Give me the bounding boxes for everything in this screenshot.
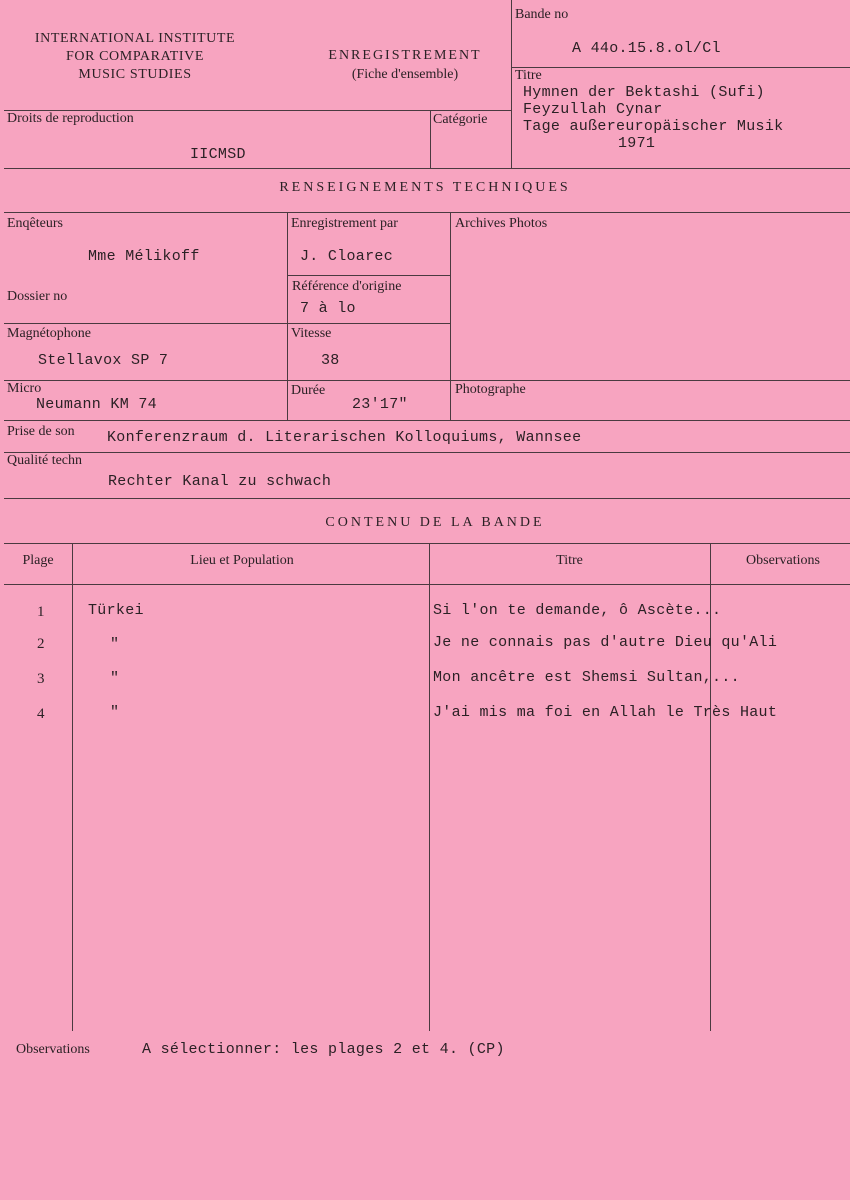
institute-line-1: INTERNATIONAL INSTITUTE [34,31,236,46]
observations-value: A sélectionner: les plages 2 et 4. (CP) [142,1041,505,1058]
row-1-plage: 1 [37,604,45,620]
tech-col-divider-1 [287,212,288,420]
row-3-plage: 3 [37,671,45,687]
duree-label: Durée [291,383,326,398]
form-subtitle: (Fiche d'ensemble) [351,67,459,82]
contents-header-rule [4,584,850,585]
droits-value: IICMSD [190,146,246,163]
titre-label: Titre [515,68,542,83]
enregistrement-bottom-rule [287,275,450,276]
column-header-titre: Titre [556,553,583,568]
prise-value: Konferenzraum d. Literarischen Kolloquiums, Wannsee [107,429,582,446]
contents-col-divider-1 [72,543,73,1031]
technical-top-rule [4,212,850,213]
contents-top-rule [4,543,850,544]
reference-label: Référence d'origine [292,279,402,294]
header-divider-right [511,0,512,168]
observations-label: Observations [16,1042,90,1057]
droits-label: Droits de reproduction [7,111,134,126]
enregistrement-label: Enregistrement par [291,216,398,231]
dossier-label: Dossier no [7,289,68,304]
enqueteurs-value: Mme Mélikoff [88,248,200,265]
micro-value: Neumann KM 74 [36,396,157,413]
titre-line-4: 1971 [618,135,656,152]
row-3-titre: Mon ancêtre est Shemsi Sultan,... [433,669,740,686]
categorie-label: Catégorie [433,112,488,127]
vitesse-value: 38 [321,352,340,369]
duree-value: 23'17" [352,396,408,413]
prise-label: Prise de son [7,424,75,439]
bande-label: Bande no [515,7,569,22]
row-2-titre: Je ne connais pas d'autre Dieu qu'Ali [433,634,778,651]
row-4-plage: 4 [37,706,45,722]
row-2-lieu: " [110,636,120,653]
enqueteurs-label: Enqêteurs [7,216,63,231]
photographe-label: Photographe [455,382,526,397]
contents-col-divider-2 [429,543,430,1031]
row-1-lieu: Türkei [88,602,144,619]
contents-heading: CONTENU DE LA BANDE [325,515,545,530]
row-1-titre: Si l'on te demande, ô Ascète... [433,602,722,619]
archives-label: Archives Photos [455,216,548,231]
row-4-lieu: " [110,704,120,721]
technical-bottom-rule [4,498,850,499]
column-header-plage: Plage [22,553,54,568]
column-header-observations: Observations [746,553,820,568]
vitesse-label: Vitesse [291,326,332,341]
row-3-lieu: " [110,670,120,687]
institute-line-3: MUSIC STUDIES [78,67,192,82]
row-4-titre: J'ai mis ma foi en Allah le Très Haut [433,704,778,721]
tech-col-divider-2 [450,212,451,420]
enregistrement-value: J. Cloarec [300,248,394,265]
qualite-top-rule [4,452,850,453]
magnetophone-top-rule [4,323,450,324]
qualite-value: Rechter Kanal zu schwach [108,473,332,490]
titre-top-rule [511,67,850,68]
row-2-plage: 2 [37,636,45,652]
titre-line-2: Feyzullah Cynar [523,101,663,118]
reference-value: 7 à lo [300,300,356,317]
titre-line-1: Hymnen der Bektashi (Sufi) [523,84,765,101]
micro-top-rule [4,380,850,381]
column-header-lieu: Lieu et Population [190,553,294,568]
institute-name [0,30,270,84]
magnetophone-value: Stellavox SP 7 [38,352,169,369]
bande-value: A 44o.15.8.ol/Cl [572,40,721,57]
qualite-label: Qualité techn [7,453,83,468]
technical-heading: RENSEIGNEMENTS TECHNIQUES [279,180,571,195]
titre-line-3: Tage außereuropäischer Musik [523,118,784,135]
micro-label: Micro [7,381,42,396]
categorie-divider [430,110,431,168]
magnetophone-label: Magnétophone [7,326,91,341]
header-bottom-rule [4,168,850,169]
form-title: ENREGISTREMENT [328,48,482,63]
institute-line-2: FOR COMPARATIVE [65,49,204,64]
prise-top-rule [4,420,850,421]
